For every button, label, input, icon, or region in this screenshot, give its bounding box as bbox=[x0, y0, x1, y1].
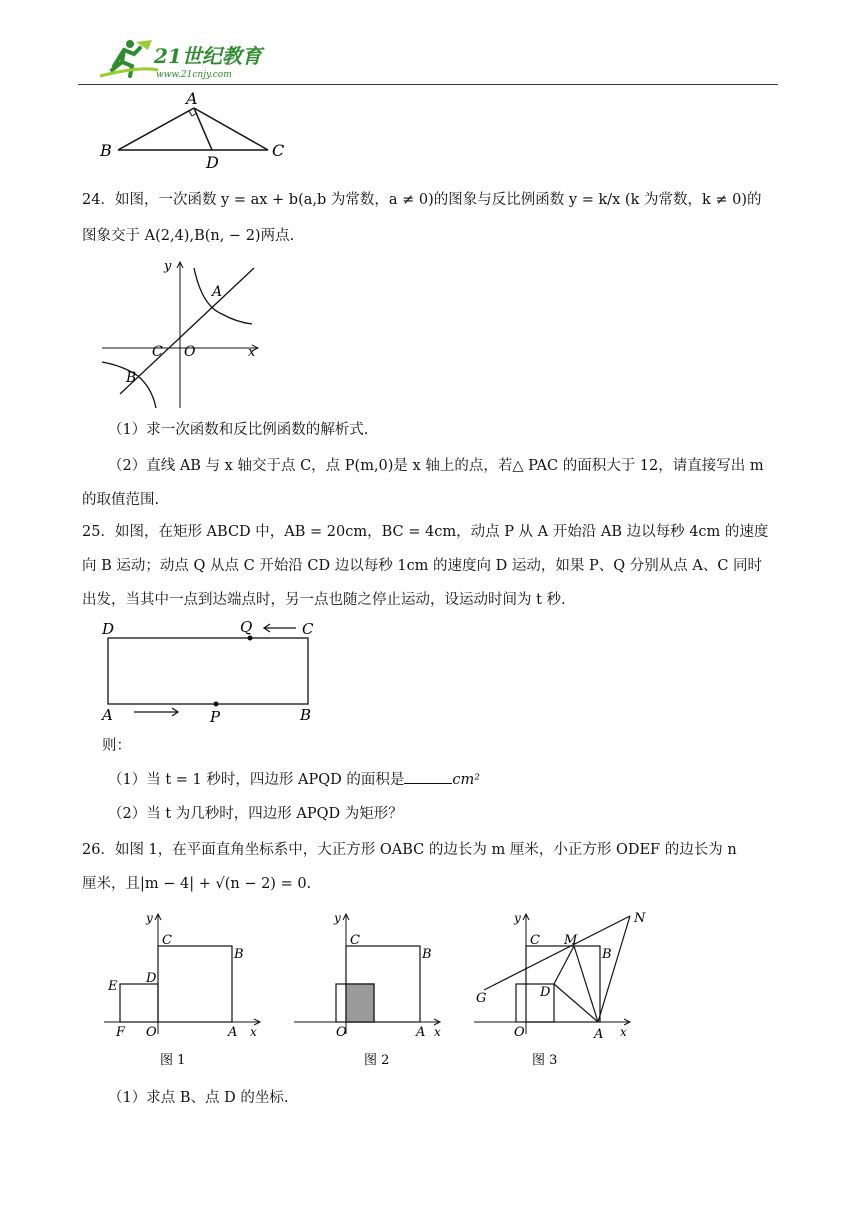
q26-sub1: （1）求点 B、点 D 的坐标. bbox=[108, 1090, 289, 1106]
fig1-label-O: O bbox=[146, 1025, 157, 1040]
fig3-label-O: O bbox=[514, 1025, 525, 1040]
fig2-caption: 图 2 bbox=[364, 1053, 390, 1068]
q25-label-D: D bbox=[102, 620, 115, 638]
q25-sub1-unit: cm² bbox=[452, 772, 481, 788]
q25-then: 则： bbox=[102, 738, 131, 754]
fig1-label-D: D bbox=[146, 971, 157, 986]
fig2-label-C: C bbox=[350, 933, 360, 948]
q24-stem-line2: 图象交于 A(2,4),B(n, − 2)两点. bbox=[82, 228, 295, 244]
label-D: D bbox=[206, 153, 219, 170]
fig2-label-x: x bbox=[434, 1025, 441, 1039]
fig1-label-B: B bbox=[234, 947, 244, 962]
fig2-label-A: A bbox=[416, 1025, 426, 1040]
fig3-label-D: D bbox=[540, 985, 551, 1000]
q24-label-O: O bbox=[184, 344, 196, 360]
q25-stem-line3: 出发，当其中一点到达端点时，另一点也随之停止运动，设运动时间为 t 秒. bbox=[82, 592, 566, 608]
header-rule bbox=[78, 84, 778, 85]
fig3-label-y: y bbox=[514, 911, 521, 925]
q26-figure-1 bbox=[100, 906, 270, 1070]
fig2-label-O: O bbox=[336, 1025, 347, 1040]
q26-stem-line1: 26．如图 1，在平面直角坐标系中，大正方形 OABC 的边长为 m 厘米，小正方形 ODEF 的边长为 n bbox=[82, 842, 737, 858]
q24-label-y: y bbox=[164, 259, 172, 274]
fig2-label-y: y bbox=[334, 911, 341, 925]
fig1-label-F: F bbox=[116, 1025, 126, 1040]
q26-figure-3 bbox=[470, 906, 660, 1070]
q25-rectangle-figure bbox=[98, 618, 328, 726]
fig3-caption: 图 3 bbox=[532, 1053, 558, 1068]
logo-url-text: www.21cnjy.com bbox=[156, 70, 232, 80]
fig3-label-M: M bbox=[564, 933, 578, 948]
label-B: B bbox=[100, 141, 112, 160]
q24-sub2-line1: （2）直线 AB 与 x 轴交于点 C，点 P(m,0)是 x 轴上的点，若△ PAC 的面积大于 12，请直接写出 m bbox=[108, 458, 764, 474]
q26-stem-line2: 厘米，且|m − 4| + √(n − 2) = 0. bbox=[82, 876, 312, 892]
q25-label-P: P bbox=[210, 708, 221, 726]
logo bbox=[100, 36, 280, 82]
q24-sub1: （1）求一次函数和反比例函数的解析式. bbox=[108, 422, 369, 438]
fig1-label-y: y bbox=[146, 911, 153, 925]
q25-sub1 bbox=[82, 764, 808, 796]
logo-main-text: 21世纪教育 bbox=[154, 44, 262, 68]
q25-label-Q: Q bbox=[240, 618, 253, 636]
fig1-caption: 图 1 bbox=[160, 1053, 186, 1068]
runner-icon bbox=[100, 40, 158, 76]
answer-blank bbox=[404, 769, 452, 784]
q25-sub1-text: （1）当 t = 1 秒时，四边形 APQD 的面积是 bbox=[108, 772, 405, 788]
fig3-label-N: N bbox=[634, 911, 646, 926]
q24-label-A: A bbox=[212, 284, 223, 300]
q25-sub2: （2）当 t 为几秒时，四边形 APQD 为矩形？ bbox=[108, 806, 403, 822]
q25-label-B: B bbox=[300, 706, 312, 724]
fig3-label-C: C bbox=[530, 933, 540, 948]
q26-figure-2 bbox=[290, 906, 450, 1070]
fig3-label-G: G bbox=[476, 991, 487, 1006]
q24-sub2-line2: 的取值范围. bbox=[82, 492, 160, 508]
q25-label-C: C bbox=[302, 620, 314, 638]
fig1-label-C: C bbox=[162, 933, 172, 948]
q25-label-A: A bbox=[102, 706, 113, 724]
fig1-label-E: E bbox=[108, 979, 118, 994]
q24-label-C: C bbox=[152, 344, 163, 360]
fig2-label-B: B bbox=[422, 947, 432, 962]
fig3-label-x: x bbox=[620, 1025, 627, 1039]
q25-stem-line1: 25．如图，在矩形 ABCD 中，AB = 20cm，BC = 4cm，动点 P 从 A 开始沿 AB 边以每秒 4cm 的速度 bbox=[82, 524, 769, 540]
fig1-label-x: x bbox=[250, 1025, 257, 1039]
fig3-label-B: B bbox=[602, 947, 612, 962]
fig1-label-A: A bbox=[228, 1025, 238, 1040]
label-A: A bbox=[186, 89, 198, 108]
q24-graph bbox=[98, 256, 268, 412]
triangle-figure bbox=[96, 88, 296, 170]
q24-label-x: x bbox=[248, 345, 256, 360]
fig3-label-A: A bbox=[594, 1027, 604, 1042]
label-C: C bbox=[272, 141, 285, 160]
q25-stem-line2: 向 B 运动；动点 Q 从点 C 开始沿 CD 边以每秒 1cm 的速度向 D 运动，如果 P、Q 分别从点 A、C 同时 bbox=[82, 558, 763, 574]
q24-stem-line1: 24．如图，一次函数 y = ax + b(a,b 为常数，a ≠ 0)的图象与反比例函数 y = k/x (k 为常数，k ≠ 0)的 bbox=[82, 192, 762, 208]
q24-label-B: B bbox=[126, 370, 137, 386]
